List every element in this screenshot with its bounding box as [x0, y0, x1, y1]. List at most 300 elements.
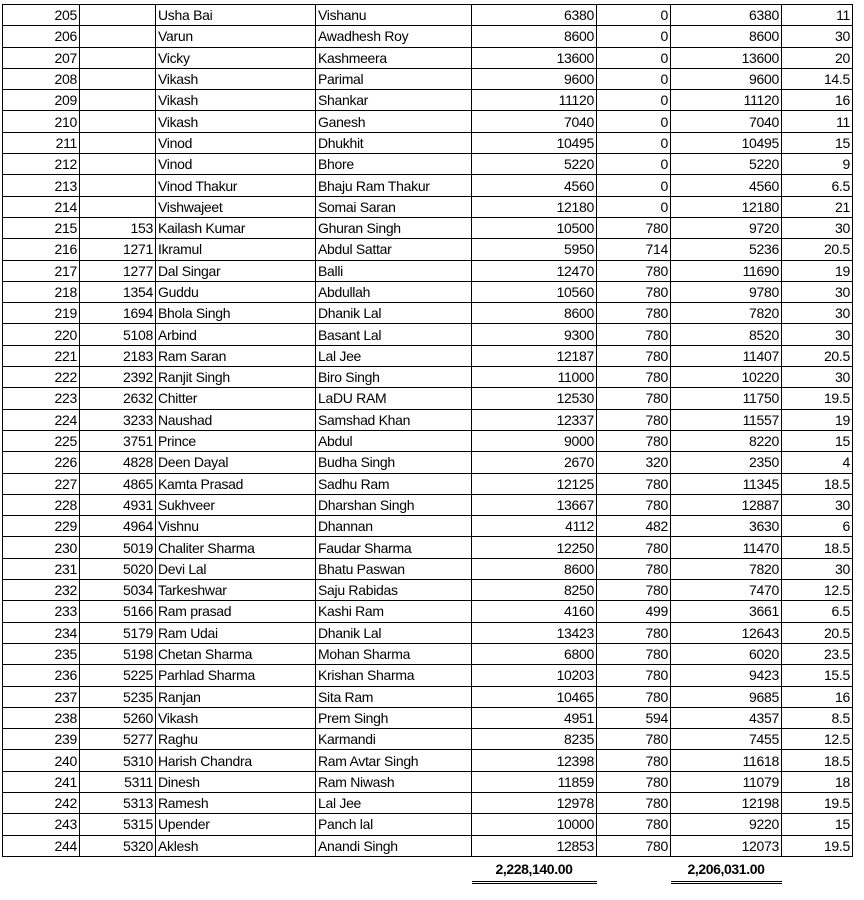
name-cell: Dinesh: [156, 771, 316, 792]
net-cell: 7040: [671, 111, 782, 132]
father-name-cell: Prem Singh: [316, 707, 472, 728]
name-cell: Tarkeshwar: [156, 580, 316, 601]
deduction-cell: 0: [597, 26, 671, 47]
code-cell: 5235: [80, 686, 156, 707]
father-name-cell: Kashmeera: [316, 47, 472, 68]
code-cell: 5108: [80, 324, 156, 345]
days-cell: 4: [782, 452, 853, 473]
name-cell: Kamta Prasad: [156, 473, 316, 494]
serial-cell: 223: [3, 388, 80, 409]
table-row: [3, 686, 853, 707]
table-row: [3, 260, 853, 281]
father-name-cell: Kashi Ram: [316, 601, 472, 622]
deduction-cell: 780: [597, 217, 671, 238]
father-name-cell: Lal Jee: [316, 345, 472, 366]
net-cell: 9685: [671, 686, 782, 707]
days-cell: 15.5: [782, 665, 853, 686]
table-body: [3, 5, 853, 857]
deduction-cell: 0: [597, 111, 671, 132]
deduction-cell: 780: [597, 643, 671, 664]
table-row: [3, 154, 853, 175]
serial-cell: 236: [3, 665, 80, 686]
father-name-cell: Shankar: [316, 90, 472, 111]
net-cell: 13600: [671, 47, 782, 68]
serial-cell: 241: [3, 771, 80, 792]
father-name-cell: Parimal: [316, 68, 472, 89]
name-cell: Vikash: [156, 90, 316, 111]
net-cell: 12198: [671, 792, 782, 813]
table-row: [3, 750, 853, 771]
deduction-cell: 780: [597, 750, 671, 771]
father-name-cell: Dhanik Lal: [316, 622, 472, 643]
net-cell: 9600: [671, 68, 782, 89]
table-row: [3, 367, 853, 388]
deduction-cell: 780: [597, 537, 671, 558]
code-cell: 4828: [80, 452, 156, 473]
days-cell: 18.5: [782, 750, 853, 771]
deduction-cell: 780: [597, 430, 671, 451]
net-cell: 7455: [671, 729, 782, 750]
days-cell: 30: [782, 217, 853, 238]
name-cell: Vikash: [156, 707, 316, 728]
gross-cell: 4951: [472, 707, 597, 728]
serial-cell: 242: [3, 792, 80, 813]
code-cell: 5198: [80, 643, 156, 664]
net-cell: 4357: [671, 707, 782, 728]
gross-cell: 9600: [472, 68, 597, 89]
gross-cell: 10495: [472, 132, 597, 153]
serial-cell: 238: [3, 707, 80, 728]
code-cell: 153: [80, 217, 156, 238]
net-cell: 5236: [671, 239, 782, 260]
deduction-cell: 0: [597, 90, 671, 111]
net-cell: 11557: [671, 409, 782, 430]
gross-cell: 11859: [472, 771, 597, 792]
gross-total: 2,228,140.00: [472, 856, 597, 882]
name-cell: Chetan Sharma: [156, 643, 316, 664]
gross-cell: 12398: [472, 750, 597, 771]
deduction-cell: 0: [597, 132, 671, 153]
code-cell: [80, 26, 156, 47]
gross-cell: 11000: [472, 367, 597, 388]
days-cell: 15: [782, 430, 853, 451]
father-name-cell: Samshad Khan: [316, 409, 472, 430]
father-name-cell: Budha Singh: [316, 452, 472, 473]
father-name-cell: Basant Lal: [316, 324, 472, 345]
gross-cell: 10465: [472, 686, 597, 707]
deduction-cell: 780: [597, 494, 671, 515]
net-cell: 12180: [671, 196, 782, 217]
net-cell: 8600: [671, 26, 782, 47]
days-cell: 14.5: [782, 68, 853, 89]
father-name-cell: Balli: [316, 260, 472, 281]
deduction-cell: 0: [597, 47, 671, 68]
gross-cell: 13667: [472, 494, 597, 515]
father-name-cell: Anandi Singh: [316, 835, 472, 856]
code-cell: [80, 68, 156, 89]
code-cell: [80, 154, 156, 175]
days-cell: 9: [782, 154, 853, 175]
father-name-cell: Panch lal: [316, 814, 472, 835]
name-cell: Vinod: [156, 154, 316, 175]
name-cell: Parhlad Sharma: [156, 665, 316, 686]
gross-cell: 4160: [472, 601, 597, 622]
serial-cell: 206: [3, 26, 80, 47]
serial-cell: 226: [3, 452, 80, 473]
code-cell: 5320: [80, 835, 156, 856]
table-row: [3, 90, 853, 111]
deduction-cell: 780: [597, 324, 671, 345]
deduction-cell: 780: [597, 473, 671, 494]
days-cell: 20.5: [782, 622, 853, 643]
code-cell: 2183: [80, 345, 156, 366]
code-cell: 4964: [80, 516, 156, 537]
days-cell: 18.5: [782, 537, 853, 558]
table-row: [3, 494, 853, 515]
code-cell: [80, 196, 156, 217]
gross-cell: 8235: [472, 729, 597, 750]
name-cell: Raghu: [156, 729, 316, 750]
gross-cell: 5950: [472, 239, 597, 260]
father-name-cell: Biro Singh: [316, 367, 472, 388]
days-cell: 11: [782, 5, 853, 26]
table-row: [3, 217, 853, 238]
table-row: [3, 47, 853, 68]
deduction-cell: 0: [597, 196, 671, 217]
name-cell: Ram Saran: [156, 345, 316, 366]
code-cell: 1277: [80, 260, 156, 281]
days-cell: 19.5: [782, 388, 853, 409]
serial-cell: 234: [3, 622, 80, 643]
name-cell: Naushad: [156, 409, 316, 430]
name-cell: Vikash: [156, 68, 316, 89]
days-cell: 18: [782, 771, 853, 792]
net-cell: 6020: [671, 643, 782, 664]
deduction-cell: 780: [597, 580, 671, 601]
net-cell: 11618: [671, 750, 782, 771]
gross-cell: 7040: [472, 111, 597, 132]
gross-cell: 9300: [472, 324, 597, 345]
net-cell: 10495: [671, 132, 782, 153]
days-cell: 16: [782, 90, 853, 111]
table-row: [3, 281, 853, 302]
days-cell: 19: [782, 260, 853, 281]
net-cell: 9220: [671, 814, 782, 835]
serial-cell: 216: [3, 239, 80, 260]
name-cell: Harish Chandra: [156, 750, 316, 771]
name-cell: Aklesh: [156, 835, 316, 856]
gross-cell: 12470: [472, 260, 597, 281]
deduction-cell: 499: [597, 601, 671, 622]
deduction-cell: 780: [597, 281, 671, 302]
gross-cell: 10500: [472, 217, 597, 238]
name-cell: Vishnu: [156, 516, 316, 537]
deduction-cell: 780: [597, 686, 671, 707]
code-cell: [80, 111, 156, 132]
code-cell: 1271: [80, 239, 156, 260]
father-name-cell: Bhaju Ram Thakur: [316, 175, 472, 196]
days-cell: 30: [782, 303, 853, 324]
deduction-cell: 780: [597, 792, 671, 813]
code-cell: 5020: [80, 558, 156, 579]
name-cell: Prince: [156, 430, 316, 451]
code-cell: 3751: [80, 430, 156, 451]
table-row: [3, 324, 853, 345]
name-cell: Deen Dayal: [156, 452, 316, 473]
serial-cell: 229: [3, 516, 80, 537]
deduction-cell: 780: [597, 409, 671, 430]
name-cell: Sukhveer: [156, 494, 316, 515]
name-cell: Ramesh: [156, 792, 316, 813]
code-cell: [80, 47, 156, 68]
deduction-cell: 780: [597, 345, 671, 366]
father-name-cell: Dharshan Singh: [316, 494, 472, 515]
table-row: [3, 707, 853, 728]
gross-cell: 8600: [472, 558, 597, 579]
net-cell: 10220: [671, 367, 782, 388]
days-cell: 23.5: [782, 643, 853, 664]
father-name-cell: Ram Niwash: [316, 771, 472, 792]
days-cell: 6: [782, 516, 853, 537]
name-cell: Ram Udai: [156, 622, 316, 643]
serial-cell: 220: [3, 324, 80, 345]
table-row: [3, 835, 853, 856]
deduction-cell: 780: [597, 260, 671, 281]
name-cell: Upender: [156, 814, 316, 835]
name-cell: Ram prasad: [156, 601, 316, 622]
days-cell: 30: [782, 494, 853, 515]
name-cell: Ikramul: [156, 239, 316, 260]
gross-cell: 12180: [472, 196, 597, 217]
serial-cell: 219: [3, 303, 80, 324]
father-name-cell: Awadhesh Roy: [316, 26, 472, 47]
table-row: [3, 5, 853, 26]
father-name-cell: Ram Avtar Singh: [316, 750, 472, 771]
table-row: [3, 345, 853, 366]
table-row: [3, 771, 853, 792]
days-cell: 15: [782, 132, 853, 153]
code-cell: 5225: [80, 665, 156, 686]
net-cell: 9423: [671, 665, 782, 686]
name-cell: Usha Bai: [156, 5, 316, 26]
name-cell: Vinod: [156, 132, 316, 153]
deduction-cell: 0: [597, 5, 671, 26]
code-cell: 4931: [80, 494, 156, 515]
name-cell: Vishwajeet: [156, 196, 316, 217]
days-cell: 19.5: [782, 835, 853, 856]
father-name-cell: Somai Saran: [316, 196, 472, 217]
days-cell: 12.5: [782, 580, 853, 601]
father-name-cell: Abdul: [316, 430, 472, 451]
net-cell: 12643: [671, 622, 782, 643]
name-cell: Dal Singar: [156, 260, 316, 281]
code-cell: 5166: [80, 601, 156, 622]
father-name-cell: Dhannan: [316, 516, 472, 537]
table-row: [3, 473, 853, 494]
days-cell: 19.5: [782, 792, 853, 813]
serial-cell: 212: [3, 154, 80, 175]
code-cell: 5277: [80, 729, 156, 750]
days-cell: 15: [782, 814, 853, 835]
table-row: [3, 792, 853, 813]
net-cell: 9780: [671, 281, 782, 302]
net-cell: 11690: [671, 260, 782, 281]
name-cell: Chaliter Sharma: [156, 537, 316, 558]
gross-cell: 5220: [472, 154, 597, 175]
father-name-cell: Abdullah: [316, 281, 472, 302]
deduction-cell: 780: [597, 771, 671, 792]
serial-cell: 209: [3, 90, 80, 111]
father-name-cell: Sita Ram: [316, 686, 472, 707]
net-cell: 3661: [671, 601, 782, 622]
net-cell: 2350: [671, 452, 782, 473]
serial-cell: 205: [3, 5, 80, 26]
serial-cell: 215: [3, 217, 80, 238]
table-row: [3, 452, 853, 473]
serial-cell: 233: [3, 601, 80, 622]
code-cell: 5034: [80, 580, 156, 601]
name-cell: Ranjit Singh: [156, 367, 316, 388]
net-cell: 8520: [671, 324, 782, 345]
serial-cell: 227: [3, 473, 80, 494]
gross-cell: 10203: [472, 665, 597, 686]
deduction-cell: 780: [597, 835, 671, 856]
gross-cell: 10560: [472, 281, 597, 302]
net-cell: 7820: [671, 303, 782, 324]
net-cell: 3630: [671, 516, 782, 537]
father-name-cell: Vishanu: [316, 5, 472, 26]
code-cell: 5313: [80, 792, 156, 813]
gross-cell: 12530: [472, 388, 597, 409]
name-cell: Guddu: [156, 281, 316, 302]
days-cell: 30: [782, 367, 853, 388]
serial-cell: 218: [3, 281, 80, 302]
gross-cell: 10000: [472, 814, 597, 835]
serial-cell: 235: [3, 643, 80, 664]
data-table: [2, 4, 853, 884]
name-cell: Devi Lal: [156, 558, 316, 579]
father-name-cell: Ganesh: [316, 111, 472, 132]
gross-cell: 6380: [472, 5, 597, 26]
serial-cell: 240: [3, 750, 80, 771]
days-cell: 6.5: [782, 601, 853, 622]
table-row: [3, 580, 853, 601]
deduction-cell: 0: [597, 154, 671, 175]
days-cell: 20: [782, 47, 853, 68]
table-row: [3, 175, 853, 196]
deduction-cell: 714: [597, 239, 671, 260]
days-cell: 6.5: [782, 175, 853, 196]
table-row: [3, 729, 853, 750]
gross-cell: 13600: [472, 47, 597, 68]
net-cell: 8220: [671, 430, 782, 451]
father-name-cell: Sadhu Ram: [316, 473, 472, 494]
deduction-cell: 780: [597, 665, 671, 686]
name-cell: Vicky: [156, 47, 316, 68]
father-name-cell: Ghuran Singh: [316, 217, 472, 238]
name-cell: Chitter: [156, 388, 316, 409]
deduction-cell: 780: [597, 388, 671, 409]
deduction-cell: 320: [597, 452, 671, 473]
name-cell: Vinod Thakur: [156, 175, 316, 196]
table-row: [3, 388, 853, 409]
serial-cell: 214: [3, 196, 80, 217]
days-cell: 18.5: [782, 473, 853, 494]
table-row: [3, 601, 853, 622]
serial-cell: 244: [3, 835, 80, 856]
days-cell: 19: [782, 409, 853, 430]
gross-cell: 9000: [472, 430, 597, 451]
father-name-cell: Karmandi: [316, 729, 472, 750]
table-row: [3, 622, 853, 643]
table-row: [3, 558, 853, 579]
serial-cell: 211: [3, 132, 80, 153]
days-cell: 30: [782, 324, 853, 345]
father-name-cell: Saju Rabidas: [316, 580, 472, 601]
name-cell: Ranjan: [156, 686, 316, 707]
serial-cell: 217: [3, 260, 80, 281]
father-name-cell: Bhatu Paswan: [316, 558, 472, 579]
name-cell: Arbind: [156, 324, 316, 345]
serial-cell: 224: [3, 409, 80, 430]
days-cell: 16: [782, 686, 853, 707]
serial-cell: 231: [3, 558, 80, 579]
father-name-cell: Krishan Sharma: [316, 665, 472, 686]
gross-cell: 8250: [472, 580, 597, 601]
serial-cell: 237: [3, 686, 80, 707]
days-cell: 30: [782, 26, 853, 47]
net-cell: 11079: [671, 771, 782, 792]
days-cell: 30: [782, 558, 853, 579]
days-cell: 8.5: [782, 707, 853, 728]
days-cell: 20.5: [782, 345, 853, 366]
code-cell: 2392: [80, 367, 156, 388]
gross-cell: 12978: [472, 792, 597, 813]
net-cell: 7820: [671, 558, 782, 579]
table-row: [3, 303, 853, 324]
days-cell: 21: [782, 196, 853, 217]
gross-cell: 12125: [472, 473, 597, 494]
serial-cell: 208: [3, 68, 80, 89]
gross-cell: 4112: [472, 516, 597, 537]
gross-cell: 12853: [472, 835, 597, 856]
gross-cell: 11120: [472, 90, 597, 111]
net-cell: 11470: [671, 537, 782, 558]
serial-cell: 213: [3, 175, 80, 196]
code-cell: 1694: [80, 303, 156, 324]
table-row: [3, 111, 853, 132]
serial-cell: 230: [3, 537, 80, 558]
net-cell: 11120: [671, 90, 782, 111]
father-name-cell: Faudar Sharma: [316, 537, 472, 558]
code-cell: [80, 90, 156, 111]
gross-cell: 12337: [472, 409, 597, 430]
serial-cell: 207: [3, 47, 80, 68]
net-cell: 11345: [671, 473, 782, 494]
days-cell: 12.5: [782, 729, 853, 750]
days-cell: 20.5: [782, 239, 853, 260]
code-cell: 5310: [80, 750, 156, 771]
code-cell: 5260: [80, 707, 156, 728]
code-cell: 3233: [80, 409, 156, 430]
deduction-cell: 780: [597, 558, 671, 579]
table-row: [3, 196, 853, 217]
deduction-cell: 780: [597, 729, 671, 750]
father-name-cell: LaDU RAM: [316, 388, 472, 409]
name-cell: Varun: [156, 26, 316, 47]
table-row: [3, 665, 853, 686]
deduction-cell: 0: [597, 68, 671, 89]
